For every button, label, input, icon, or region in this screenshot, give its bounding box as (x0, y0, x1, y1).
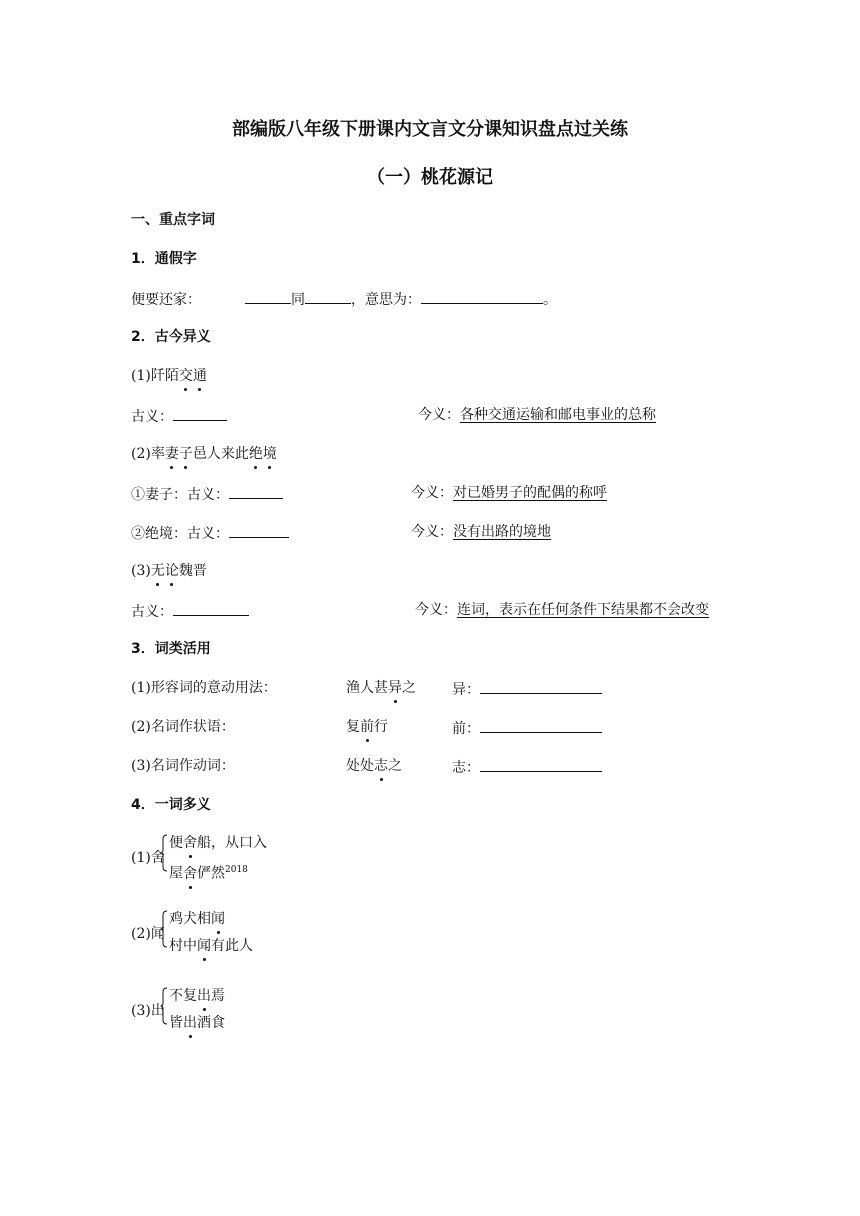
item-text: 有此人 (211, 938, 253, 954)
answer-blank[interactable] (480, 678, 602, 694)
jin-label: 今义： (411, 524, 453, 540)
gu-label: ①妻子：古义： (131, 487, 229, 503)
dotted-char: 舍 (183, 835, 197, 851)
cilei-row-1-example (346, 678, 416, 698)
gujin-item-2b-jin (411, 522, 551, 542)
yici-group-1-line-1 (169, 833, 267, 853)
answer-blank[interactable] (480, 756, 602, 772)
yici-group-1-line-2 (169, 860, 248, 884)
gu-label: 古义： (131, 409, 173, 425)
gujin-item-1-jin (418, 405, 656, 425)
item-text: (1)阡陌 (131, 368, 179, 384)
item-text: 焉 (211, 988, 225, 1004)
yici-group-2-label: (2)闻 (131, 926, 165, 942)
item-text: 村中 (169, 938, 197, 954)
gujin-item-3-gu (131, 600, 249, 622)
word-label: 前： (452, 721, 480, 737)
answer-blank[interactable] (173, 405, 227, 421)
item-text: (2)率 (131, 446, 165, 462)
cilei-row-3-example (346, 756, 402, 776)
item-text: 复 (346, 719, 360, 735)
dotted-char: 舍 (183, 865, 197, 882)
dotted-char: 论 (164, 563, 179, 579)
tongjiazi-heading: 1．通假字 (131, 251, 197, 267)
page-title: 部编版八年级下册课内文言文分课知识盘点过关练 (232, 119, 628, 140)
dotted-char: 异 (388, 680, 402, 696)
gujin-item-2 (131, 444, 277, 464)
dotted-char: 出 (197, 988, 211, 1004)
cilei-row-3-answer (452, 756, 602, 778)
item-text: 处处 (346, 758, 374, 774)
tong-text: 同 (291, 292, 305, 308)
yici-heading: 4．一词多义 (131, 797, 211, 813)
gujin-item-2a-jin (411, 483, 607, 503)
brace-icon (160, 987, 168, 1025)
gu-label: ②绝境：古义： (131, 526, 229, 542)
answer-blank[interactable] (229, 522, 289, 538)
dotted-char: 闻 (211, 911, 225, 927)
dotted-char: 交 (178, 368, 193, 384)
jin-text: 连词，表示在任何条件下结果都不会改变 (457, 602, 709, 618)
item-text: (3) (131, 563, 151, 579)
yisi-text: ，意思为： (351, 292, 421, 308)
gujin-item-1 (131, 366, 207, 386)
jin-text: 对已婚男子的配偶的称呼 (453, 485, 607, 501)
year-superscript: 2018 (225, 865, 248, 875)
yici-group-3-line-1 (169, 986, 225, 1006)
dotted-char: 出 (183, 1015, 197, 1031)
jin-text: 各种交通运输和邮电事业的总称 (460, 407, 656, 423)
gujin-item-3 (131, 561, 207, 581)
gu-label: 古义： (131, 604, 173, 620)
gujin-item-1-gu (131, 405, 227, 427)
cilei-row-2-label: (2)名词作状语： (131, 719, 235, 735)
item-text: 邑人来此 (192, 446, 249, 462)
page-subtitle: （一）桃花源记 (367, 167, 493, 188)
gujin-item-3-jin (415, 600, 709, 620)
dotted-char: 绝 (248, 446, 263, 462)
dotted-char: 闻 (197, 938, 211, 954)
dotted-char: 通 (192, 368, 207, 384)
gujin-item-2b-gu (131, 522, 289, 544)
dotted-char: 前 (360, 719, 374, 735)
yici-group-3-label: (3)出 (131, 1003, 165, 1019)
item-text: 鸡犬相 (169, 911, 211, 927)
item-text: 之 (402, 680, 416, 696)
item-text: 之 (388, 758, 402, 774)
cilei-row-3-label: (3)名词作动词： (131, 758, 235, 774)
jin-label: 今义： (418, 407, 460, 423)
period: 。 (543, 292, 557, 308)
item-text: 俨然 (197, 865, 225, 882)
dotted-char: 境 (262, 446, 277, 462)
brace-icon (160, 910, 168, 948)
item-text: 船，从口入 (197, 835, 267, 851)
jin-label: 今义： (411, 485, 453, 501)
answer-blank[interactable] (245, 288, 291, 304)
item-text: 行 (374, 719, 388, 735)
brace-icon (160, 834, 168, 872)
item-text: 不复 (169, 988, 197, 1004)
answer-blank[interactable] (173, 600, 249, 616)
dotted-char: 无 (150, 563, 165, 579)
cilei-row-1-label: (1)形容词的意动用法： (131, 680, 277, 696)
answer-blank[interactable] (229, 483, 283, 499)
jin-label: 今义： (415, 602, 457, 618)
item-text: 渔人甚 (346, 680, 388, 696)
dotted-char: 志 (374, 758, 388, 774)
cilei-heading: 3．词类活用 (131, 641, 211, 657)
yici-group-3-line-2 (169, 1013, 225, 1033)
answer-blank[interactable] (421, 288, 543, 304)
item-text: 魏晋 (178, 563, 207, 579)
dotted-char: 妻 (164, 446, 179, 462)
item-text: 屋 (169, 865, 183, 882)
tongjiazi-sentence: 便要还家： (131, 292, 201, 308)
yici-group-1-label: (1)舍 (131, 850, 165, 866)
word-label: 志： (452, 760, 480, 776)
item-text: 皆 (169, 1015, 183, 1031)
answer-blank[interactable] (480, 717, 602, 733)
yici-group-2-line-1 (169, 909, 225, 929)
word-label: 异： (452, 682, 480, 698)
gujin-heading: 2．古今异义 (131, 329, 211, 345)
jin-text: 没有出路的境地 (453, 524, 551, 540)
answer-blank[interactable] (305, 288, 351, 304)
cilei-row-2-answer (452, 717, 602, 739)
yici-group-2-line-2 (169, 936, 253, 956)
dotted-char: 子 (178, 446, 193, 462)
item-text: 酒食 (197, 1015, 225, 1031)
tongjiazi-line (131, 288, 557, 310)
cilei-row-2-example (346, 717, 388, 737)
section-heading: 一、重点字词 (131, 212, 215, 228)
cilei-row-1-answer (452, 678, 602, 700)
item-text: 便 (169, 835, 183, 851)
gujin-item-2a-gu (131, 483, 283, 505)
